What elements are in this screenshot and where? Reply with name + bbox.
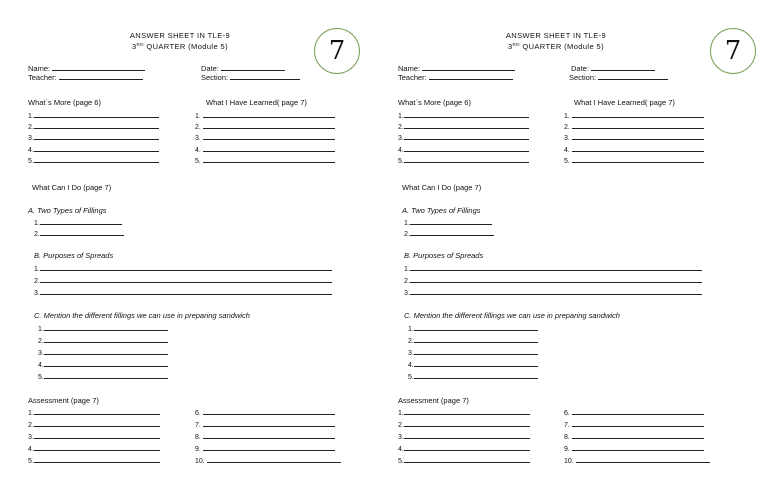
learned-answer-4[interactable]: 4.	[564, 144, 704, 155]
part-c-answer-4[interactable]: 4.	[408, 359, 538, 370]
part-a-heading: A. Two Types of Fillings	[28, 206, 107, 215]
assessment-answer-8[interactable]: 8.	[195, 431, 335, 442]
sheet-title: ANSWER SHEET IN TLE-9	[505, 31, 607, 40]
part-b-answer-2[interactable]: 2.	[404, 275, 702, 286]
assessment-answer-7[interactable]: 7.	[564, 419, 704, 430]
assessment-answer-4[interactable]: 4.	[28, 443, 160, 454]
part-c-answer-2[interactable]: 2.	[408, 335, 538, 346]
learned-answer-2[interactable]: 2.	[195, 121, 335, 132]
whats-more-answer-4[interactable]: 4.	[28, 144, 159, 155]
part-b-answer-1[interactable]: 1.	[404, 263, 702, 274]
grade-circle: 7	[314, 28, 360, 74]
learned-answer-1[interactable]: 1.	[195, 110, 335, 121]
assessment-heading: Assessment (page 7)	[28, 396, 99, 405]
assessment-answer-2[interactable]: 2.	[28, 419, 160, 430]
assessment-answer-5[interactable]: 5.	[28, 455, 160, 466]
learned-answer-3[interactable]: 3.	[195, 132, 335, 143]
assessment-answer-4[interactable]: 4.	[398, 443, 530, 454]
whats-more-answer-1[interactable]: 1.	[28, 110, 159, 121]
learned-answer-5[interactable]: 5.	[564, 155, 704, 166]
section-field[interactable]: Section:	[569, 72, 668, 83]
learned-answer-2[interactable]: 2.	[564, 121, 704, 132]
assessment-answer-1[interactable]: 1.	[398, 407, 530, 418]
whats-more-answer-3[interactable]: 3.	[398, 132, 529, 143]
sheet-subtitle: 3RD QUARTER (Module 5)	[131, 42, 229, 51]
sheet-subtitle: 3RD QUARTER (Module 5)	[507, 42, 605, 51]
learned-answer-1[interactable]: 1.	[564, 110, 704, 121]
part-c-heading: C. Mention the different fillings we can use in preparing sandwich	[34, 311, 250, 320]
learned-answer-4[interactable]: 4.	[195, 144, 335, 155]
part-c-answer-1[interactable]: 1.	[38, 323, 168, 334]
whats-more-answer-5[interactable]: 5.	[28, 155, 159, 166]
part-c-answer-2[interactable]: 2.	[38, 335, 168, 346]
part-b-answer-3[interactable]: 3.	[404, 287, 702, 298]
teacher-field[interactable]: Teacher:	[398, 72, 513, 83]
assessment-answer-7[interactable]: 7.	[195, 419, 335, 430]
grade-circle: 7	[710, 28, 756, 74]
whats-more-heading: What´s More (page 6)	[398, 98, 471, 107]
what-can-i-do-heading: What Can I Do (page 7)	[402, 183, 482, 192]
part-b-answer-3[interactable]: 3.	[34, 287, 332, 298]
teacher-field[interactable]: Teacher:	[28, 72, 143, 83]
part-b-answer-1[interactable]: 1.	[34, 263, 332, 274]
assessment-answer-1[interactable]: 1.	[28, 407, 160, 418]
part-b-answer-2[interactable]: 2.	[34, 275, 332, 286]
learned-answer-3[interactable]: 3.	[564, 132, 704, 143]
assessment-answer-9[interactable]: 9.	[564, 443, 704, 454]
part-a-answer-2[interactable]: 2.	[404, 228, 494, 239]
assessment-answer-10[interactable]: 10.	[195, 455, 341, 466]
what-learned-heading: What I Have Learned( page 7)	[574, 98, 675, 107]
assessment-answer-3[interactable]: 3.	[398, 431, 530, 442]
section-field[interactable]: Section:	[201, 72, 300, 83]
assessment-heading: Assessment (page 7)	[398, 396, 469, 405]
name-field[interactable]: Name:	[398, 63, 515, 74]
what-learned-heading: What I Have Learned( page 7)	[206, 98, 307, 107]
date-field[interactable]: Date:	[571, 63, 655, 74]
answer-sheet-right	[384, 0, 768, 503]
whats-more-answer-1[interactable]: 1.	[398, 110, 529, 121]
part-c-answer-1[interactable]: 1.	[408, 323, 538, 334]
assessment-answer-8[interactable]: 8.	[564, 431, 704, 442]
part-a-answer-1[interactable]: 1.	[34, 217, 122, 228]
assessment-answer-6[interactable]: 6.	[564, 407, 704, 418]
whats-more-answer-5[interactable]: 5.	[398, 155, 529, 166]
date-field[interactable]: Date:	[201, 63, 285, 74]
whats-more-heading: What´s More (page 6)	[28, 98, 101, 107]
whats-more-answer-3[interactable]: 3.	[28, 132, 159, 143]
part-c-answer-3[interactable]: 3.	[408, 347, 538, 358]
part-c-answer-5[interactable]: 5.	[408, 371, 538, 382]
assessment-answer-10[interactable]: 10.	[564, 455, 710, 466]
part-b-heading: B. Purposes of Spreads	[404, 251, 484, 260]
part-a-answer-2[interactable]: 2.	[34, 228, 124, 239]
assessment-answer-6[interactable]: 6.	[195, 407, 335, 418]
part-a-heading: A. Two Types of Fillings	[402, 206, 481, 215]
part-b-heading: B. Purposes of Spreads	[34, 251, 114, 260]
assessment-answer-9[interactable]: 9.	[195, 443, 335, 454]
part-c-heading: C. Mention the different fillings we can use in preparing sandwich	[404, 311, 620, 320]
whats-more-answer-2[interactable]: 2.	[398, 121, 529, 132]
assessment-answer-3[interactable]: 3.	[28, 431, 160, 442]
sheet-title: ANSWER SHEET IN TLE-9	[129, 31, 231, 40]
part-a-answer-1[interactable]: 1.	[404, 217, 492, 228]
whats-more-answer-2[interactable]: 2.	[28, 121, 159, 132]
learned-answer-5[interactable]: 5.	[195, 155, 335, 166]
part-c-answer-4[interactable]: 4.	[38, 359, 168, 370]
whats-more-answer-4[interactable]: 4.	[398, 144, 529, 155]
part-c-answer-5[interactable]: 5.	[38, 371, 168, 382]
assessment-answer-5[interactable]: 5.	[398, 455, 530, 466]
what-can-i-do-heading: What Can I Do (page 7)	[32, 183, 112, 192]
part-c-answer-3[interactable]: 3.	[38, 347, 168, 358]
name-field[interactable]: Name:	[28, 63, 145, 74]
assessment-answer-2[interactable]: 2.	[398, 419, 530, 430]
